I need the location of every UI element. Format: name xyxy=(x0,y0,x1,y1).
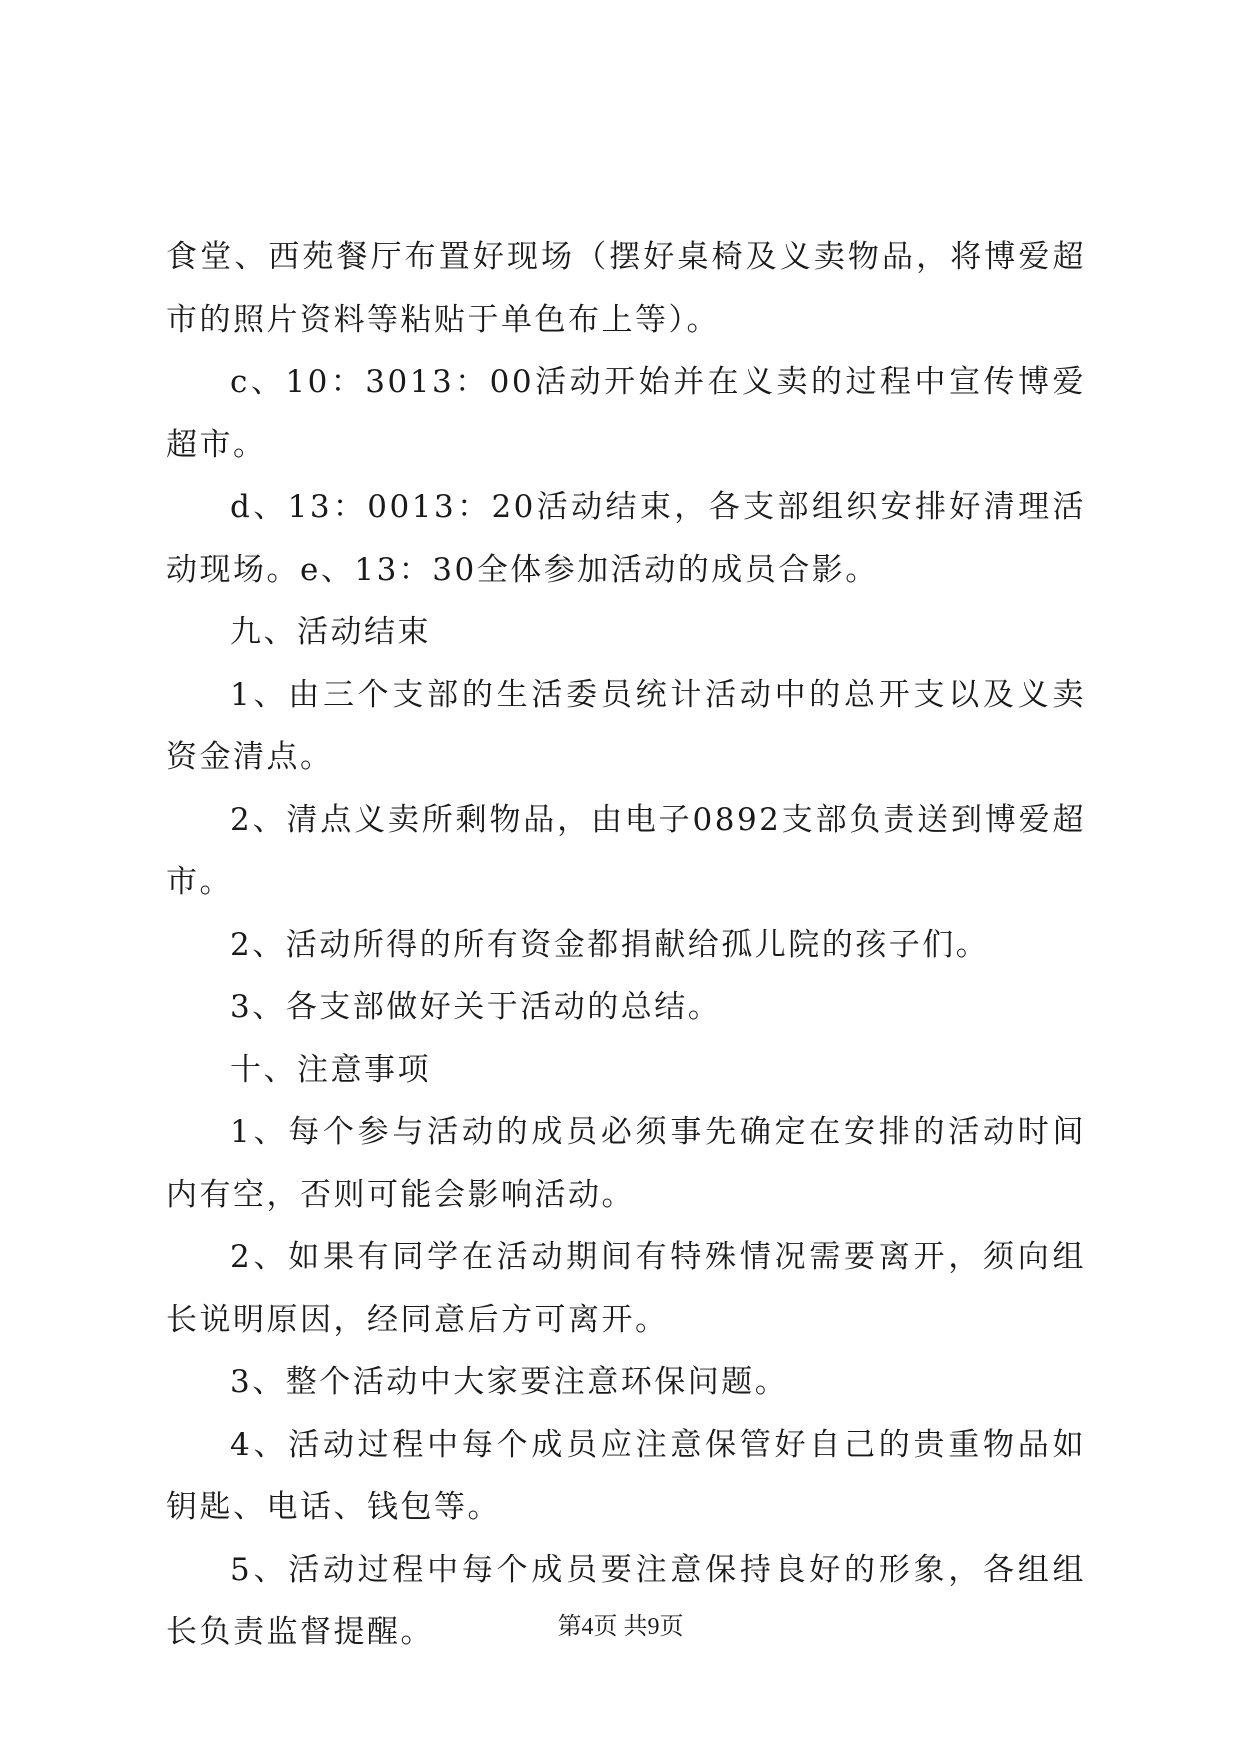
paragraph-step-d-e: d、13：0013：20活动结束，各支部组织安排好清理活动现场。e、13：30全体参加活动的成员合影。 xyxy=(166,489,1086,588)
paragraph-note-3: 3、整个活动中大家要注意环保问题。 xyxy=(230,1364,789,1400)
paragraph-note-1: 1、每个参与活动的成员必须事先确定在安排的活动时间内有空，否则可能会影响活动。 xyxy=(166,1114,1086,1213)
section-heading-notes: 十、注意事项 xyxy=(230,1051,431,1088)
section-heading-activity-end: 九、活动结束 xyxy=(230,614,431,650)
paragraph-end-item-2a: 2、清点义卖所剩物品，由电子0892支部负责送到博爱超市。 xyxy=(166,801,1086,900)
paragraph-end-item-3: 3、各支部做好关于活动的总结。 xyxy=(230,989,722,1025)
paragraph-note-2: 2、如果有同学在活动期间有特殊情况需要离开，须向组长说明原因，经同意后方可离开。 xyxy=(166,1239,1086,1338)
paragraph-step-c: c、10：3013：00活动开始并在义卖的过程中宣传博爱超市。 xyxy=(166,364,1086,463)
paragraph-venue-setup: 食堂、西苑餐厅布置好现场（摆好桌椅及义卖物品，将博爱超市的照片资料等粘贴于单色布上等）。 xyxy=(166,239,1086,338)
paragraph-note-4: 4、活动过程中每个成员应注意保管好自己的贵重物品如钥匙、电话、钱包等。 xyxy=(166,1426,1086,1525)
paragraph-end-item-1: 1、由三个支部的生活委员统计活动中的总开支以及义卖资金清点。 xyxy=(166,676,1086,775)
paragraph-end-item-2b: 2、活动所得的所有资金都捐献给孤儿院的孩子们。 xyxy=(230,926,990,963)
document-body xyxy=(166,226,1086,1664)
page-number-footer: 第4页 共9页 xyxy=(557,1614,684,1640)
paragraph-note-5: 5、活动过程中每个成员要注意保持良好的形象，各组组长负责监督提醒。 xyxy=(166,1551,1086,1650)
